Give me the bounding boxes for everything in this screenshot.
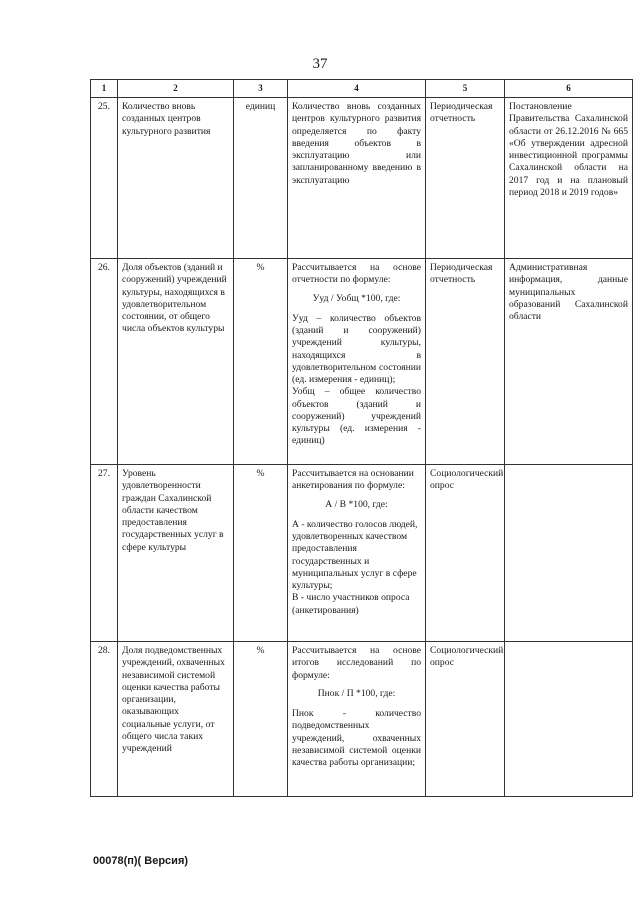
method-intro: Рассчитывается на основе отчетности по формуле: — [292, 262, 421, 286]
calculation-method — [288, 465, 426, 642]
table-row — [91, 642, 633, 797]
formula-term: В - число участников опроса (анкетирования) — [292, 592, 410, 616]
formula: Ууд / Уобщ *100, где: — [312, 292, 401, 304]
calculation-method — [288, 259, 426, 465]
column-header: 5 — [426, 80, 505, 98]
formula-term: Уобщ – общее количество объектов (зданий и сооружений) учреждений культуры (ед. измерения - единиц) — [292, 386, 421, 447]
indicator-name: Доля объектов (зданий и сооружений) учреждений культуры, находящихся в удовлетворительном состоянии, от общего числа объектов культуры — [118, 259, 234, 465]
method-intro: Рассчитывается на основе итогов исследований по формуле: — [292, 645, 421, 681]
calculation-method — [288, 98, 426, 259]
data-source: Постановление Правительства Сахалинской области от 26.12.2016 № 665 «Об утверждении адресной инвестиционной программы Сахалинской области на 2017 год и на плановый период 2018 и 2019 годов» — [505, 98, 633, 259]
table-row — [91, 259, 633, 465]
periodicity: Социологический опрос — [426, 642, 505, 797]
column-header: 1 — [91, 80, 118, 98]
method-intro: Рассчитывается на основании анкетирования по формуле: — [292, 468, 414, 492]
unit: % — [234, 465, 288, 642]
data-source — [505, 465, 633, 642]
column-header: 6 — [505, 80, 633, 98]
row-number: 28. — [91, 642, 118, 797]
indicator-name: Уровень удовлетворенности граждан Сахалинской области качеством предоставления государственных услуг в сфере культуры — [118, 465, 234, 642]
indicators-table — [90, 79, 633, 797]
method-intro: Количество вновь созданных центров культурного развития определяется по факту введения объектов в эксплуатацию или запланированному введению в эксплуатацию — [292, 101, 421, 186]
formula: Пнок / П *100, где: — [317, 687, 396, 699]
formula: А / В *100, где: — [325, 498, 388, 510]
table-header-row — [91, 80, 633, 98]
formula-term: А - количество голосов людей, удовлетворенных качеством предоставления государственных и муниципальных услуг в сфере культуры; — [292, 518, 418, 592]
indicator-name: Доля подведомственных учреждений, охваченных независимой системой оценки качества работы организации, оказывающих социальные услуги, от общего числа таких учреждений — [118, 642, 234, 797]
table-row — [91, 98, 633, 259]
column-header: 3 — [234, 80, 288, 98]
unit: единиц — [234, 98, 288, 259]
page-number: 37 — [312, 56, 328, 72]
row-number: 27. — [91, 465, 118, 642]
table-row — [91, 465, 633, 642]
calculation-method — [288, 642, 426, 797]
unit: % — [234, 259, 288, 465]
data-source: Административная информация, данные муниципальных образований Сахалинской области — [505, 259, 633, 465]
column-header: 2 — [118, 80, 234, 98]
periodicity: Периодическая отчетность — [426, 259, 505, 465]
document-footer-code: 00078(п)( Версия) — [93, 855, 189, 867]
indicator-name: Количество вновь созданных центров культурного развития — [118, 98, 234, 259]
column-header: 4 — [288, 80, 426, 98]
formula-term: Пнок - количество подведомственных учреждений, охваченных независимой системой оценки качества работы организации; — [292, 708, 421, 769]
periodicity: Социологический опрос — [426, 465, 505, 642]
periodicity: Периодическая отчетность — [426, 98, 505, 259]
unit: % — [234, 642, 288, 797]
row-number: 25. — [91, 98, 118, 259]
data-source — [505, 642, 633, 797]
formula-term: Ууд – количество объектов (зданий и сооружений) учреждений культуры, находящихся в удовлетворительном состоянии (ед. измерения - единиц); — [292, 312, 421, 386]
row-number: 26. — [91, 259, 118, 465]
